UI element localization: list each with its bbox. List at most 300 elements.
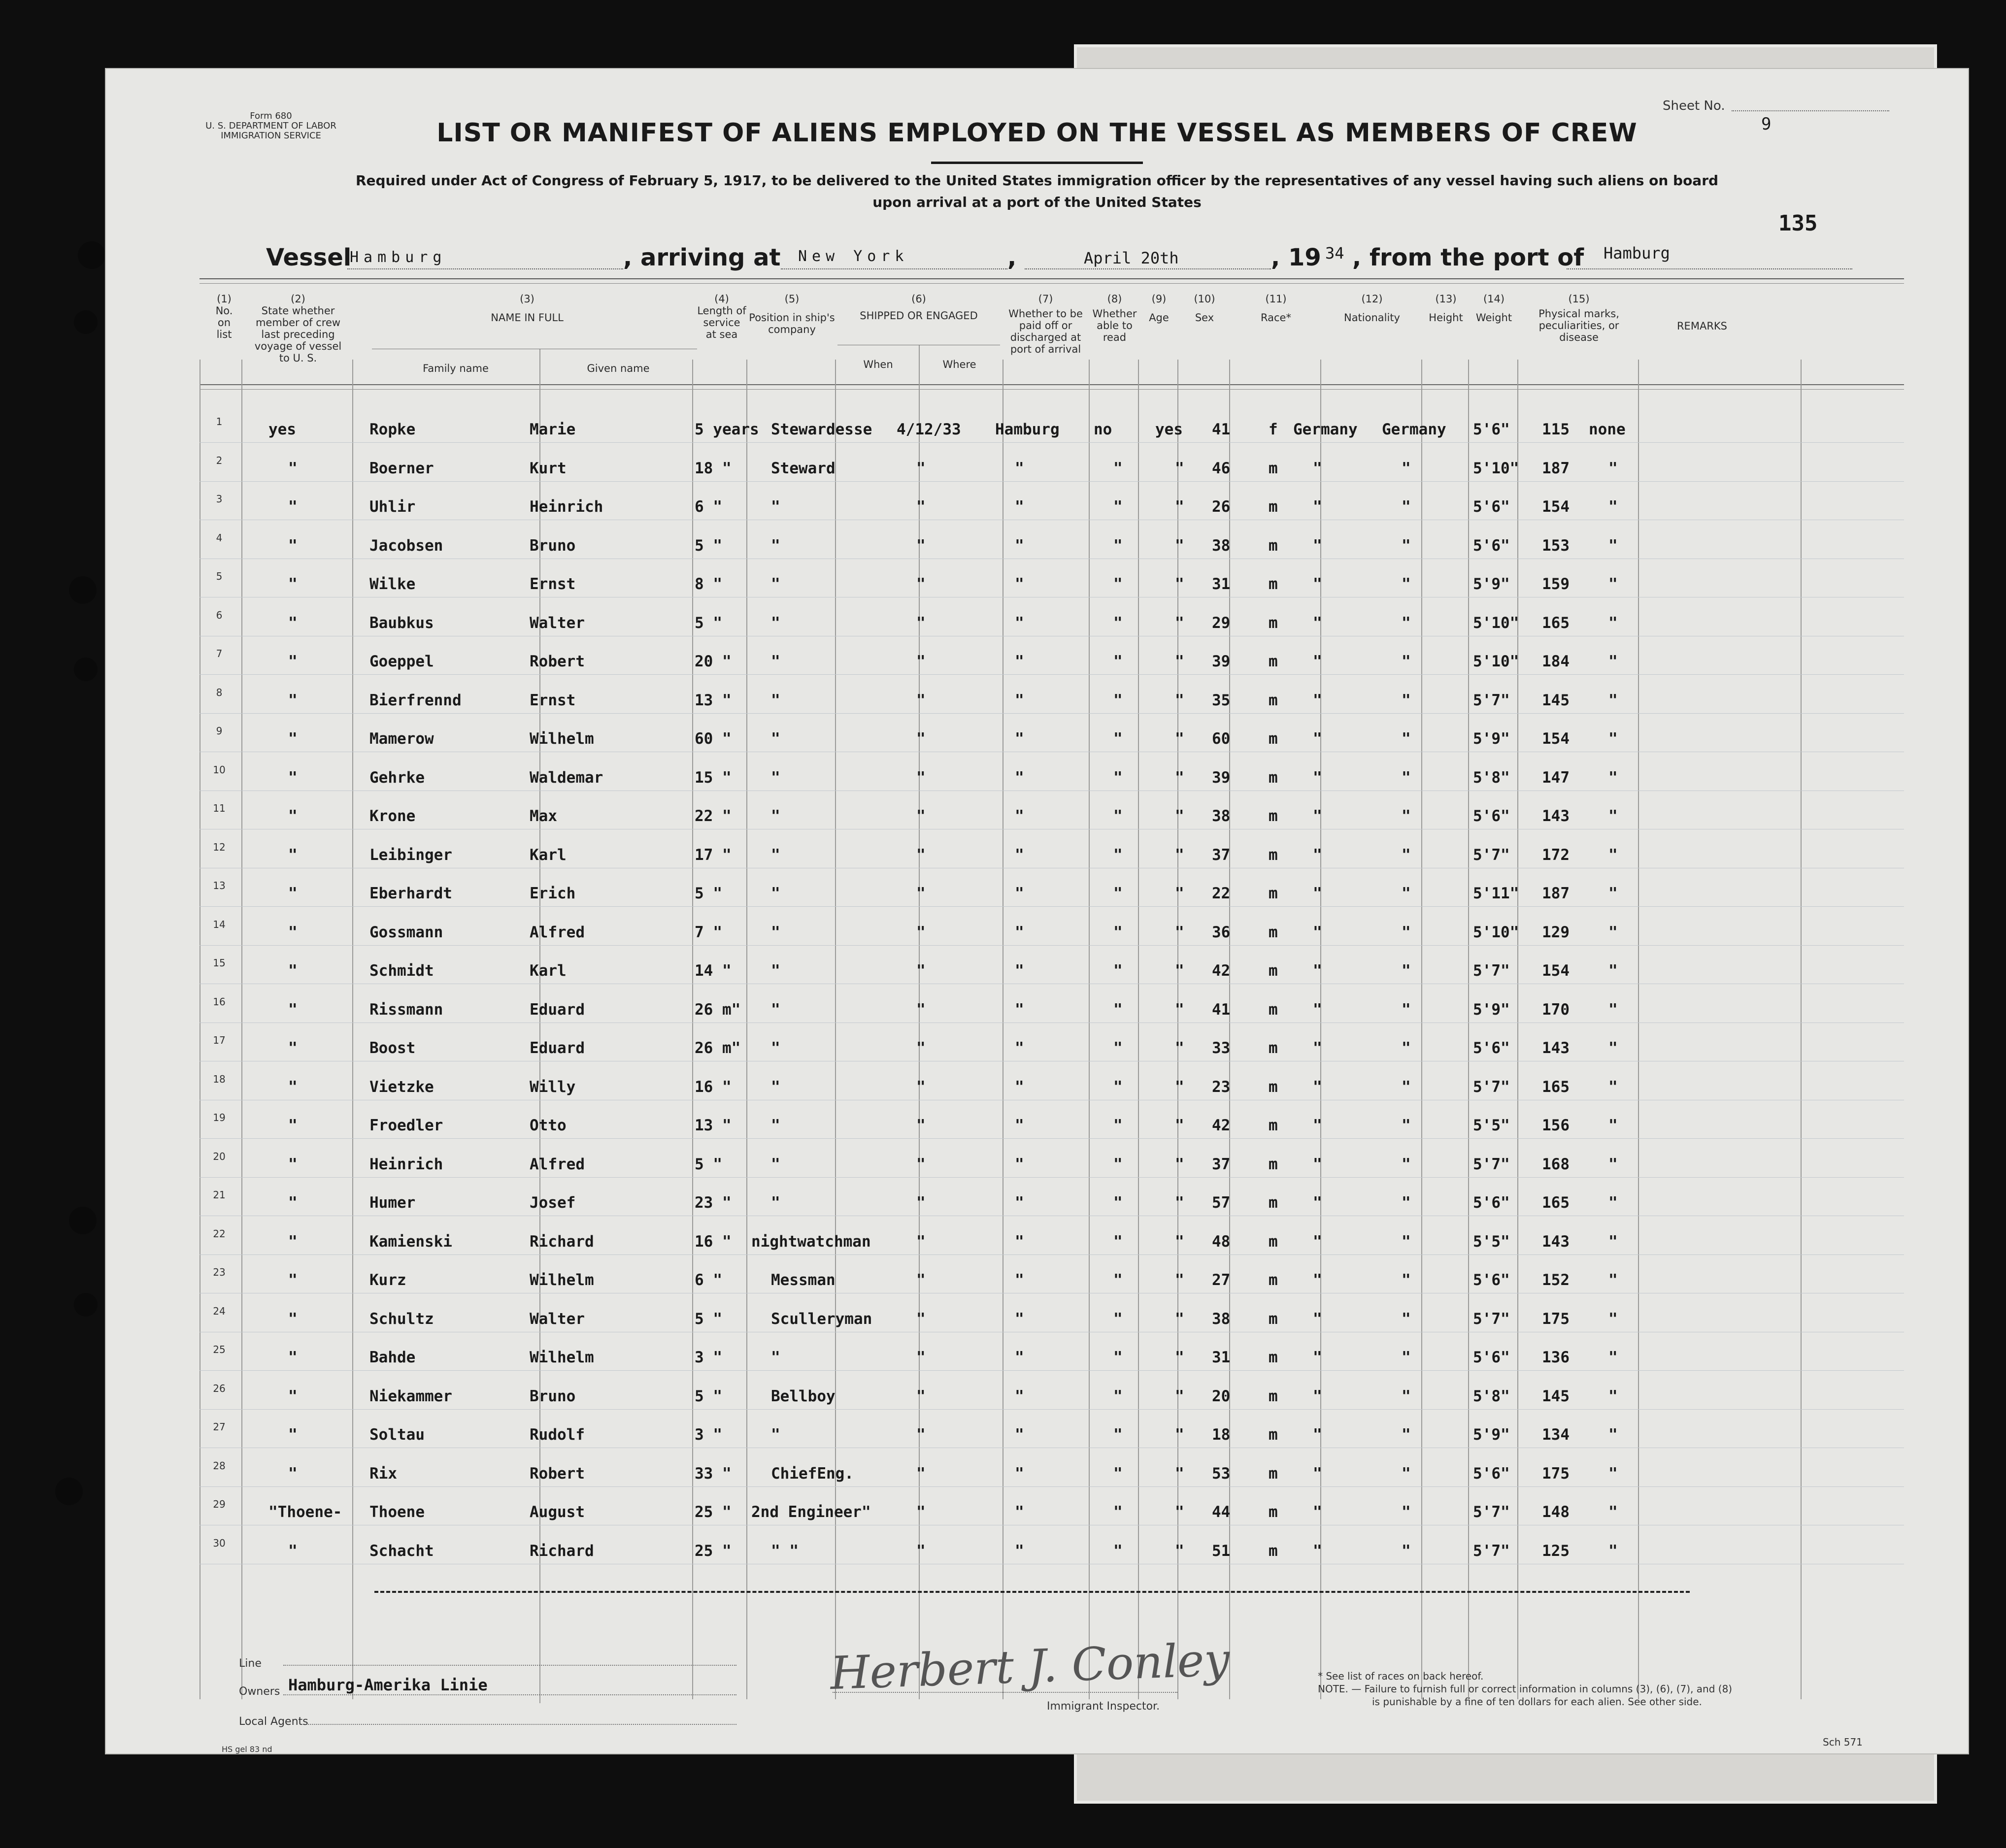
row-number: 24 [213,1305,226,1317]
given-name-cell: Wilhelm [530,1271,594,1289]
given-name-cell: Alfred [530,923,585,941]
position-cell: Steward [771,459,836,477]
position-cell: " [771,1426,780,1444]
height-cell: 5'6" [1473,421,1510,438]
paid-off-cell: " [1113,498,1123,516]
height-cell: 5'6" [1473,536,1510,555]
position-cell: " [771,1039,780,1057]
punch-hole [55,1478,83,1505]
row-number: 14 [213,918,226,930]
row-rule [200,945,1904,946]
race-cell: " [1313,1117,1322,1134]
column-rule [1089,360,1090,1699]
title-rule [931,162,1143,164]
arriving-label: , arriving at [623,244,781,271]
given-name-cell: Karl [530,962,567,980]
sex-cell: m [1269,962,1278,980]
paid-off-cell: " [1113,1464,1123,1483]
position-cell: " [771,1194,780,1212]
weight-cell: 165 [1542,1194,1570,1212]
row-number: 30 [213,1537,226,1549]
position-cell: " [771,1349,780,1366]
able-to-read-cell: " [1175,1503,1184,1521]
able-to-read-cell: " [1175,1232,1184,1251]
shipped-where-cell: " [1015,1232,1024,1251]
shipped-where-cell: " [1015,614,1024,632]
weight-cell: 154 [1542,730,1570,748]
shipped-when-cell: " [916,1232,926,1251]
sheet-label: Sheet No. [1663,99,1725,113]
age-cell: 36 [1212,923,1231,941]
column-rule [1638,360,1639,1699]
position-cell: " [771,730,780,748]
family-name-cell: Heinrich [369,1155,443,1173]
height-cell: 5'7" [1473,962,1510,980]
family-name-cell: Kurz [369,1271,406,1289]
row-rule [200,906,1904,907]
family-name-cell: Eberhardt [369,885,452,902]
service-length-cell: 13 " [695,691,732,709]
row-number: 9 [216,725,223,737]
race-cell: " [1313,1000,1322,1019]
col-13-header: (13) Height [1429,293,1463,324]
row-number: 10 [213,763,226,776]
weight-cell: 154 [1542,498,1570,516]
col-5-header: (5) Position in ship's company [749,293,835,335]
able-to-read-cell: " [1175,1310,1184,1328]
nationality-cell: " [1402,498,1411,516]
service-length-cell: 7 " [695,923,722,941]
given-name-cell: Richard [530,1232,594,1251]
row-number: 28 [213,1459,226,1472]
given-name-cell: Marie [530,421,576,438]
prev-voyage-cell: " [288,575,298,593]
col-11-header: (11) Race* [1261,293,1291,324]
punch-hole [74,658,98,681]
paid-off-cell: " [1113,1000,1123,1019]
row-number: 12 [213,841,226,853]
shipped-where-cell: " [1015,691,1024,709]
sex-cell: m [1269,1078,1278,1096]
shipped-where-cell: " [1015,807,1024,825]
col-1-header: (1) No. on list [215,293,233,340]
table-top-rule-2 [200,283,1904,284]
service-length-cell: 14 " [695,962,732,980]
prev-voyage-cell: " [288,498,298,516]
owners-value: Hamburg-Amerika Linie [288,1676,488,1694]
manifest-title: LIST OR MANIFEST OF ALIENS EMPLOYED ON THE VESSEL AS MEMBERS OF CREW [436,118,1638,148]
row-number: 19 [213,1112,226,1123]
shipped-when-cell: " [916,1039,926,1057]
row-number: 29 [213,1498,226,1510]
prev-voyage-cell: " [288,962,298,980]
able-to-read-cell: " [1175,459,1184,477]
shipped-where-cell: " [1015,885,1024,902]
nationality-cell: " [1402,459,1411,477]
shipped-where-cell: " [1015,730,1024,748]
column-rule [1177,360,1178,1699]
prev-voyage-cell: " [288,846,298,864]
nationality-cell: " [1402,1426,1411,1444]
given-name-cell: Max [530,807,557,825]
prev-voyage-cell: " [288,1310,298,1328]
paid-off-cell: " [1113,691,1123,709]
height-cell: 5'7" [1473,1542,1510,1560]
age-cell: 38 [1212,807,1231,825]
sex-cell: m [1269,575,1278,593]
able-to-read-cell: " [1175,730,1184,748]
able-to-read-cell: " [1175,962,1184,980]
row-number: 17 [213,1034,226,1046]
row-number: 20 [213,1150,226,1162]
shipped-when-cell: " [916,1503,926,1521]
nationality-cell: " [1402,1078,1411,1096]
header-bottom-rule-2 [200,389,1904,390]
paid-off-cell: " [1113,1271,1123,1289]
race-cell: " [1313,885,1322,902]
age-cell: 38 [1212,1310,1231,1328]
physical-marks-cell: " [1608,807,1618,825]
weight-cell: 136 [1542,1349,1570,1366]
row-number: 5 [216,570,223,582]
sex-cell: f [1269,421,1278,438]
sex-cell: m [1269,1194,1278,1212]
family-name-cell: Baubkus [369,614,434,632]
race-cell: " [1313,730,1322,748]
age-cell: 46 [1212,459,1231,477]
service-length-cell: 5 " [695,1310,722,1328]
nationality-cell: " [1402,962,1411,980]
physical-marks-cell: " [1608,653,1618,670]
given-name-cell: Eduard [530,1000,585,1019]
paid-off-cell: " [1113,1542,1123,1560]
shipped-when-cell: " [916,885,926,902]
sex-cell: m [1269,1039,1278,1057]
shipped-when-cell: " [916,1271,926,1289]
family-name-cell: Jacobsen [369,536,443,555]
able-to-read-cell: " [1175,846,1184,864]
age-cell: 48 [1212,1232,1231,1251]
vessel-name: Hamburg [350,249,447,266]
sex-cell: m [1269,923,1278,941]
able-to-read-cell: " [1175,536,1184,555]
height-cell: 5'8" [1473,768,1510,787]
agents-underline [308,1724,736,1725]
height-cell: 5'6" [1473,1464,1510,1483]
schedule-number: Sch 571 [1823,1736,1863,1748]
physical-marks-cell: " [1608,1039,1618,1057]
punch-hole [69,576,97,604]
column-rule [200,360,201,1699]
shipped-when-cell: " [916,1387,926,1405]
able-to-read-cell: " [1175,691,1184,709]
subtitle-line-2: upon arrival at a port of the United States [872,194,1202,210]
shipped-where-cell: " [1015,536,1024,555]
prev-voyage-cell: " [288,1155,298,1173]
sex-cell: m [1269,1271,1278,1289]
weight-cell: 168 [1542,1155,1570,1173]
weight-cell: 152 [1542,1271,1570,1289]
when-header: When [863,359,893,370]
physical-marks-cell: " [1608,575,1618,593]
prev-voyage-cell: " [288,459,298,477]
age-cell: 31 [1212,575,1231,593]
given-name-cell: Waldemar [530,768,603,787]
column-rule [352,360,353,1699]
height-cell: 5'6" [1473,1039,1510,1057]
service-length-cell: 5 " [695,614,722,632]
able-to-read-cell: " [1175,653,1184,670]
department-label: U. S. DEPARTMENT OF LABOR [205,121,336,131]
age-cell: 42 [1212,962,1231,980]
row-rule [200,481,1904,482]
shipped-when-cell: " [916,730,926,748]
family-name-cell: Rissmann [369,1000,443,1019]
given-name-cell: Walter [530,1310,585,1328]
row-number: 4 [216,531,223,544]
shipped-where-cell: " [1015,1271,1024,1289]
height-cell: 5'7" [1473,1155,1510,1173]
family-name-cell: Thoene [369,1503,425,1521]
prev-voyage-cell: " [288,1271,298,1289]
column-rule [1801,360,1802,1699]
physical-marks-cell: " [1608,1232,1618,1251]
shipped-when-cell: " [916,691,926,709]
physical-marks-cell: " [1608,1310,1618,1328]
column-rule [1517,360,1518,1699]
physical-marks-cell: " [1608,768,1618,787]
family-name-cell: Gehrke [369,768,425,787]
year-suffix: 34 [1325,244,1344,263]
weight-cell: 156 [1542,1117,1570,1134]
nationality-cell: " [1402,1464,1411,1483]
height-cell: 5'10" [1473,614,1519,632]
manifest-subtitle [106,170,1968,213]
position-cell: " [771,1117,780,1134]
family-name-cell: Ropke [369,421,416,438]
col-3-header: (3) NAME IN FULL [491,293,564,324]
able-to-read-cell: " [1175,575,1184,593]
date-comma: , [1007,244,1017,271]
manifest-sheet [106,69,1968,1753]
given-name-cell: Robert [530,653,585,670]
family-name-cell: Bahde [369,1349,416,1366]
col-10-header: (10) Sex [1194,293,1215,324]
table-top-rule [200,278,1904,279]
given-name-cell: Bruno [530,1387,576,1405]
given-name-cell: Wilhelm [530,1349,594,1366]
sex-cell: m [1269,1349,1278,1366]
position-cell: " [771,885,780,902]
from-port: Hamburg [1604,244,1670,263]
given-name-cell: Karl [530,846,567,864]
shipped-when-cell: " [916,1078,926,1096]
shipped-when-cell: 4/12/33 [897,421,961,438]
paid-off-cell: " [1113,730,1123,748]
sex-cell: m [1269,1117,1278,1134]
paid-off-cell: no [1094,421,1112,438]
height-cell: 5'6" [1473,807,1510,825]
shipped-when-cell: " [916,846,926,864]
shipped-where-cell: " [1015,1310,1024,1328]
year-prefix: , 19 [1271,244,1321,271]
paid-off-cell: " [1113,1426,1123,1444]
shipped-when-cell: " [916,1426,926,1444]
col-14-header: (14) Weight [1475,293,1512,324]
given-name-cell: Ernst [530,575,576,593]
paid-off-cell: " [1113,962,1123,980]
race-cell: " [1313,691,1322,709]
sex-cell: m [1269,885,1278,902]
physical-marks-cell: " [1608,614,1618,632]
position-cell: " [771,846,780,864]
nationality-cell: " [1402,691,1411,709]
row-rule [200,442,1904,443]
arriving-underline [781,268,1007,269]
weight-cell: 165 [1542,1078,1570,1096]
paid-off-cell: " [1113,1387,1123,1405]
line-underline [283,1665,736,1666]
position-cell: " [771,962,780,980]
service-length-cell: 8 " [695,575,722,593]
physical-marks-cell: none [1589,421,1626,438]
age-cell: 39 [1212,768,1231,787]
sheet-number: 9 [1761,114,1772,134]
col-9-header: (9) Age [1149,293,1169,324]
race-cell: " [1313,653,1322,670]
date-underline [1025,268,1271,269]
position-cell: Bellboy [771,1387,836,1405]
weight-cell: 148 [1542,1503,1570,1521]
nationality-cell: " [1402,575,1411,593]
shipped-where-cell: " [1015,459,1024,477]
family-name-cell: Niekammer [369,1387,452,1405]
given-name-cell: Willy [530,1078,576,1096]
inspector-signature: Herbert J. Conley [829,1633,1231,1700]
shipped-when-cell: " [916,1349,926,1366]
physical-marks-cell: " [1608,1542,1618,1560]
service-length-cell: 5 years [695,421,759,438]
able-to-read-cell: " [1175,923,1184,941]
position-cell: " [771,614,780,632]
shipped-when-cell: " [916,1117,926,1134]
end-of-list-line [374,1591,1690,1593]
age-cell: 22 [1212,885,1231,902]
given-name-cell: Otto [530,1117,567,1134]
service-length-cell: 16 " [695,1232,732,1251]
able-to-read-cell: " [1175,807,1184,825]
prev-voyage-cell: "Thoene- [268,1503,342,1521]
service-length-cell: 6 " [695,1271,722,1289]
physical-marks-cell: " [1608,1078,1618,1096]
able-to-read-cell: " [1175,1426,1184,1444]
able-to-read-cell: " [1175,1464,1184,1483]
punch-hole [74,1293,98,1317]
position-cell: " [771,498,780,516]
height-cell: 5'11" [1473,885,1519,902]
position-cell: Messman [771,1271,836,1289]
punch-hole [74,310,98,334]
sex-cell: m [1269,614,1278,632]
nationality-cell: " [1402,1310,1411,1328]
nationality-cell: " [1402,768,1411,787]
given-name-cell: Rudolf [530,1426,585,1444]
prev-voyage-cell: " [288,1117,298,1134]
weight-cell: 147 [1542,768,1570,787]
sex-cell: m [1269,459,1278,477]
shipped-where-cell: " [1015,1387,1024,1405]
sex-cell: m [1269,1387,1278,1405]
nationality-cell: " [1402,1194,1411,1212]
sex-cell: m [1269,807,1278,825]
given-name-cell: Alfred [530,1155,585,1173]
row-number: 21 [213,1189,226,1201]
signature-line [833,1692,1177,1693]
given-name-cell: Robert [530,1464,585,1483]
service-length-cell: 13 " [695,1117,732,1134]
shipped-when-cell: " [916,575,926,593]
race-cell: " [1313,1232,1322,1251]
col-8-header: (8) Whether able to read [1092,293,1137,343]
age-cell: 39 [1212,653,1231,670]
shipped-where-cell: " [1015,653,1024,670]
race-cell: " [1313,1310,1322,1328]
age-cell: 27 [1212,1271,1231,1289]
weight-cell: 172 [1542,846,1570,864]
row-number: 1 [216,416,223,428]
column-rule [1229,360,1230,1699]
race-cell: " [1313,1078,1322,1096]
paid-off-cell: " [1113,1232,1123,1251]
punch-hole [69,1207,97,1234]
family-name-cell: Uhlir [369,498,416,516]
nationality-cell: " [1402,1387,1411,1405]
age-cell: 53 [1212,1464,1231,1483]
row-rule [200,713,1904,714]
age-cell: 29 [1212,614,1231,632]
nationality-cell: " [1402,807,1411,825]
physical-marks-cell: " [1608,1503,1618,1521]
paid-off-cell: " [1113,1310,1123,1328]
service-length-cell: 60 " [695,730,732,748]
height-cell: 5'5" [1473,1117,1510,1134]
age-cell: 44 [1212,1503,1231,1521]
position-cell: " [771,923,780,941]
row-number: 15 [213,957,226,969]
prev-voyage-cell: " [288,807,298,825]
race-cell: " [1313,923,1322,941]
family-name-cell: Rix [369,1464,397,1483]
family-name-cell: Gossmann [369,923,443,941]
able-to-read-cell: " [1175,498,1184,516]
service-length-cell: 5 " [695,1387,722,1405]
row-number: 27 [213,1421,226,1433]
sex-cell: m [1269,1426,1278,1444]
note-line-2: is punishable by a fine of ten dollars for each alien. See other side. [1372,1696,1702,1708]
height-cell: 5'9" [1473,1000,1510,1019]
given-name-cell: Kurt [530,459,567,477]
able-to-read-cell: " [1175,1542,1184,1560]
height-cell: 5'6" [1473,1271,1510,1289]
given-name-cell: Bruno [530,536,576,555]
shipped-when-cell: " [916,459,926,477]
shipped-when-cell: " [916,536,926,555]
nationality-cell: Germany [1382,421,1446,438]
service-length-cell: 3 " [695,1426,722,1444]
able-to-read-cell: " [1175,1387,1184,1405]
row-number: 18 [213,1073,226,1085]
weight-cell: 175 [1542,1310,1570,1328]
